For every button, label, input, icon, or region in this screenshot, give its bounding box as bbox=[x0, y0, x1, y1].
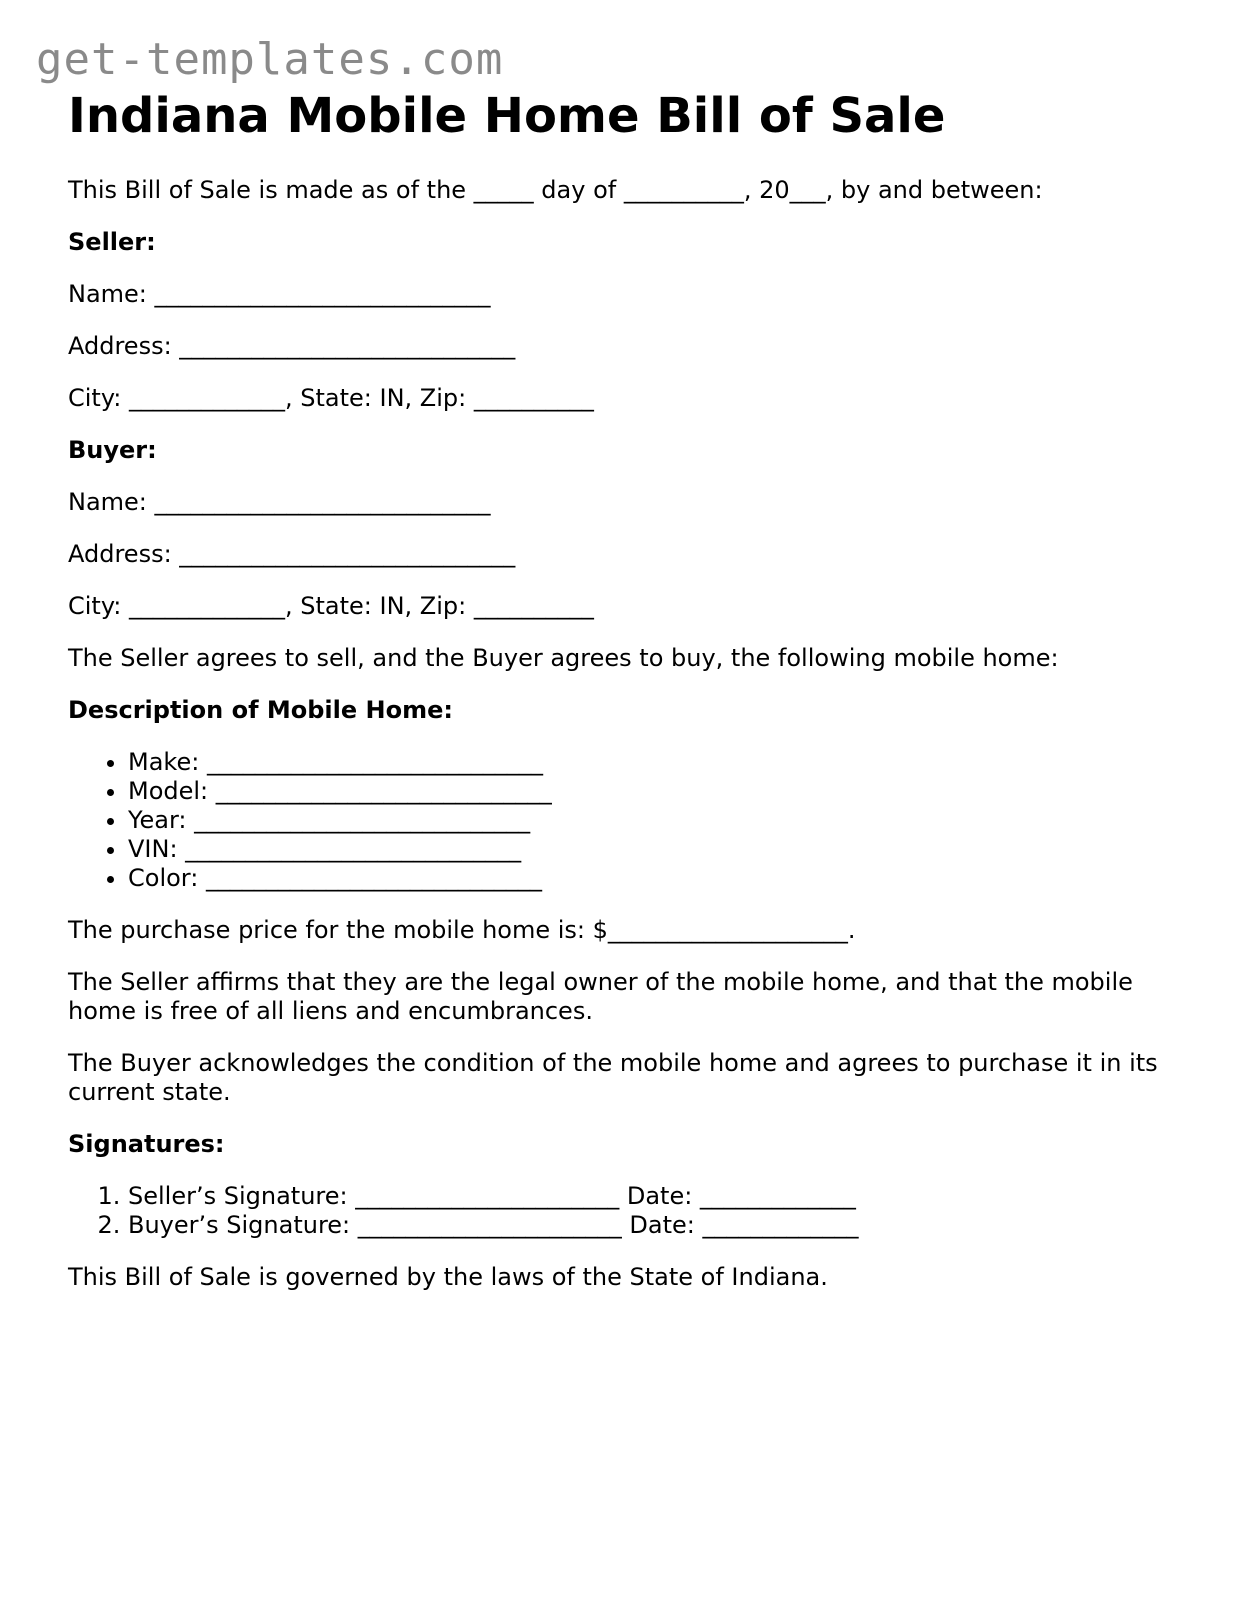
agreement-text: The Seller agrees to sell, and the Buyer agrees to buy, the following mobile home: bbox=[68, 643, 1059, 672]
seller-heading: Seller: bbox=[68, 227, 156, 256]
year-field: • Year: ____________________________ bbox=[128, 806, 1188, 835]
buyer-address-field: Address: ____________________________ bbox=[68, 539, 516, 568]
seller-address-field: Address: ____________________________ bbox=[68, 331, 516, 360]
model-field: • Model: ____________________________ bbox=[128, 777, 1188, 806]
buyer-acknowledgment-text: The Buyer acknowledges the condition of the mobile home and agrees to purchase it in its current state. bbox=[68, 1048, 1158, 1106]
buyer-heading: Buyer: bbox=[68, 435, 157, 464]
signatures-list bbox=[68, 1182, 1188, 1240]
document-page bbox=[68, 88, 1188, 1292]
seller-signature-field: 1. Seller’s Signature: ______________________ Date: _____________ bbox=[128, 1182, 1188, 1211]
description-heading: Description of Mobile Home: bbox=[68, 695, 453, 724]
buyer-signature-field: 2. Buyer’s Signature: ______________________ Date: _____________ bbox=[128, 1211, 1188, 1240]
page-title: Indiana Mobile Home Bill of Sale bbox=[68, 88, 946, 144]
buyer-name-field: Name: ____________________________ bbox=[68, 487, 491, 516]
make-field: • Make: ____________________________ bbox=[128, 748, 1188, 777]
description-list bbox=[68, 748, 1188, 893]
seller-affirmation-text: The Seller affirms that they are the legal owner of the mobile home, and that the mobile home is free of all liens and encumbrances. bbox=[68, 967, 1133, 1025]
intro-text: This Bill of Sale is made as of the _____ day of __________, 20___, by and between: bbox=[68, 175, 1043, 204]
color-field: • Color: ____________________________ bbox=[128, 864, 1188, 893]
vin-field: • VIN: ____________________________ bbox=[128, 835, 1188, 864]
seller-name-field: Name: ____________________________ bbox=[68, 279, 491, 308]
watermark: get-templates.com bbox=[36, 34, 504, 85]
signatures-heading: Signatures: bbox=[68, 1129, 225, 1158]
purchase-price-text: The purchase price for the mobile home is: $____________________. bbox=[68, 915, 856, 944]
buyer-city-field: City: _____________, State: IN, Zip: __________ bbox=[68, 591, 594, 620]
seller-city-field: City: _____________, State: IN, Zip: __________ bbox=[68, 383, 594, 412]
governing-law-text: This Bill of Sale is governed by the laws of the State of Indiana. bbox=[68, 1262, 828, 1291]
